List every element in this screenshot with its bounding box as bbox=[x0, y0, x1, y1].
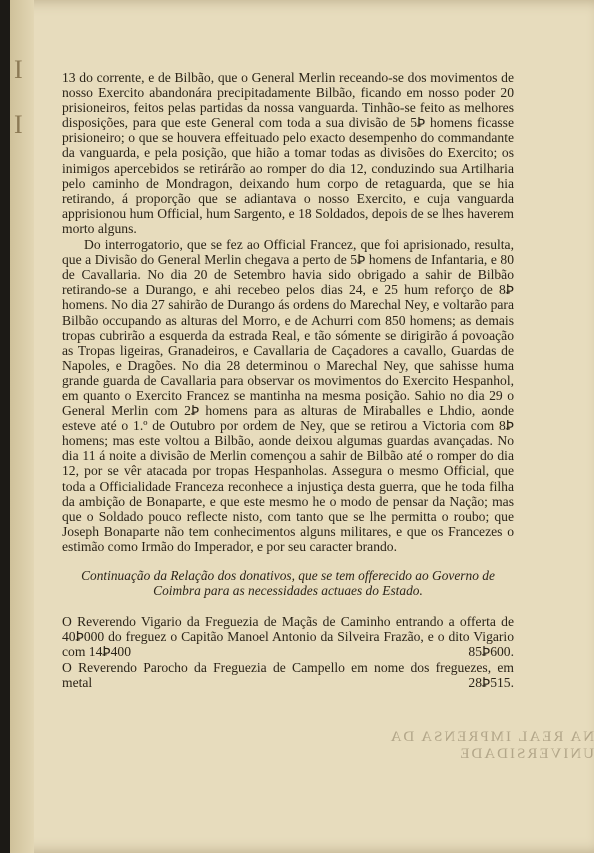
donation-text: O Reverendo Parocho da Freguezia de Campello em nome dos freguezes, em metal bbox=[62, 660, 514, 691]
donations-heading: Continuação da Relação dos donativos, que se tem offerecido ao Governo de Coimbra para as necessidades actuaes do Estado. bbox=[81, 568, 495, 598]
donation-amount: 28Ꝧ515. bbox=[468, 675, 514, 691]
donation-entry bbox=[62, 660, 514, 690]
bleed-through-text: NA REAL IMPRENSA DA UNIVERSIDADE bbox=[389, 729, 594, 762]
margin-mark: I bbox=[14, 55, 23, 84]
paragraph: Do interrogatorio, que se fez ao Official Francez, que foi aprisionado, resulta, que a Divisão do General Merlin chegava a perto de 5Ꝧ homens de Infantaria, e 80 de Cavallaria. No dia 20 de Setembro havia sido obrigado a sahir de Bilbão retirando-se a Durango, e ahi recebeo pelos dias 24, e 25 hum reforço de 8Ꝧ homens. No dia 27 sahirão de Durango ás ordens do Marechal Ney, e voltarão para Bilbão occupando as alturas del Morro, e de Achurri com 850 homens; as demais tropas cubrirão a esquerda da estrada Real, e tão sómente se dirigirão á povoação as Tropas ligeiras, Granadeiros, e Cavallaria de Caçadores a cavallo, Guardas de Napoles, e Dragões. No dia 28 determinou o Marechal Ney, que sahisse huma grande guarda de Cavallaria para observar os movimentos do Exercito Hespanhol, em quanto o Exercito Francez se mantinha na mesma posição. Sahio no dia 29 o General Merlin com 2Ꝧ homens para as alturas de Miraballes e Lhdio, aonde esteve até o 1.º de Outubro por ordem de Ney, que se retirou a Victoria com 8Ꝧ homens; mas este voltou a Bilbão, aonde deixou algumas guardas avançadas. No dia 11 á noite a divisão de Merlin començou a sahir de Bilbão até o romper do dia 12, por se vêr atacada por tropas Hespanholas. Assegura o mesmo Official, que toda a Officialidade Franceza reconhece a injustiça desta guerra, que he toda filha da ambição de Bonaparte, e que este mesmo he o modo de pensar da Nação; mas que o Soldado pouco reflecte nisto, com tanto que se lhe permitta o roubo; que Joseph Bonaparte não tem conhecimentos alguns militares, e que os Francezes o estimão como Irmão do Imperador, e por seu caracter brando. bbox=[62, 237, 514, 554]
article-body bbox=[62, 70, 514, 690]
donation-entry bbox=[62, 614, 514, 659]
donation-amount: 85Ꝧ600. bbox=[468, 644, 514, 660]
paragraph: 13 do corrente, e de Bilbão, que o General Merlin receando-se dos movimentos de nosso Exercito abandonára precipitadamente Bilbão, ficando em nosso poder 20 prisioneiros, feitos pelas partidas da nossa vanguarda. Tinhão-se feito as melhores disposições, para que este General com toda a sua divisão de 5Ꝧ homens ficasse prisioneiro; o que se houvera effeituado pelo exacto desempenho do commandante da vanguarda, e pela posição, que hião a tomar todas as divisões do Exercito; os inimigos apercebidos se retirárão ao romper do dia 12, conduzindo sua Artilharia pelo caminho de Mondragon, deixando hum corpo de retaguarda, que se hia retirando, á proporção que se adiantava o nosso Exercito, e cuja vanguarda apprisionou hum Official, hum Sargento, e 18 Soldados, depois de se lhes haverem morto alguns. bbox=[62, 70, 514, 236]
margin-mark: I bbox=[14, 110, 23, 139]
donation-text: O Reverendo Vigario da Freguezia de Maçãs de Caminho entrando a offerta de 40Ꝧ000 do freguez o Capitão Manoel Antonio da Silveira Frazão, e o dito Vigario com 14Ꝧ400 bbox=[62, 614, 514, 660]
